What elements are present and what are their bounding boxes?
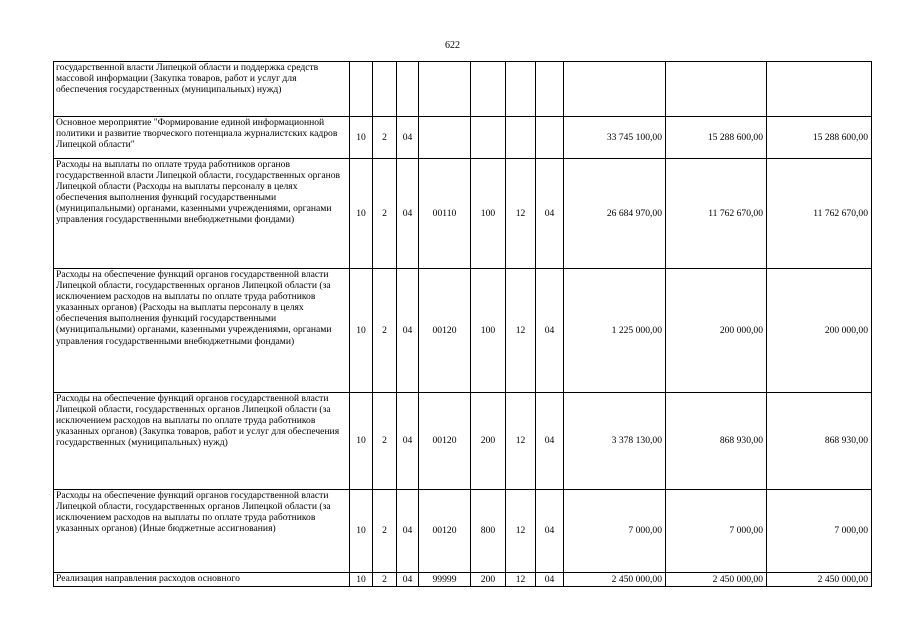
amount-2: 2 450 000,00 [666, 573, 767, 587]
row-description: Реализация направления расходов основного [54, 573, 350, 587]
amount-1: 3 378 130,00 [564, 393, 666, 490]
code-subprogram: 2 [373, 159, 397, 269]
amount-2: 15 288 600,00 [666, 117, 767, 159]
code-section: 10 [350, 269, 373, 393]
code-subsection: 04 [536, 490, 564, 573]
code-subsection [536, 117, 564, 159]
amount-2: 7 000,00 [666, 490, 767, 573]
code-subprogram: 2 [373, 490, 397, 573]
amount-3 [767, 62, 872, 117]
row-description: государственной власти Липецкой области и поддержка средств массовой информации (Закупка товаров, работ и услуг для обеспечения государственных (муниципальных) нужд) [54, 62, 350, 117]
code-section: 10 [350, 573, 373, 587]
amount-2: 868 930,00 [666, 393, 767, 490]
code-expense-type [471, 62, 506, 117]
code-expense-type: 200 [471, 393, 506, 490]
amount-1: 33 745 100,00 [564, 117, 666, 159]
code-section [350, 62, 373, 117]
code-subsection: 04 [536, 269, 564, 393]
code-section: 10 [350, 159, 373, 269]
code-chapter: 12 [506, 393, 536, 490]
amount-2: 200 000,00 [666, 269, 767, 393]
amount-1: 7 000,00 [564, 490, 666, 573]
code-direction: 00120 [419, 269, 471, 393]
table-row [54, 159, 872, 269]
code-expense-type: 800 [471, 490, 506, 573]
code-event: 04 [397, 117, 419, 159]
amount-3: 11 762 670,00 [767, 159, 872, 269]
code-subprogram [373, 62, 397, 117]
code-direction: 00120 [419, 490, 471, 573]
code-chapter [506, 62, 536, 117]
code-event: 04 [397, 159, 419, 269]
amount-1: 1 225 000,00 [564, 269, 666, 393]
amount-1 [564, 62, 666, 117]
amount-1: 26 684 970,00 [564, 159, 666, 269]
amount-3: 15 288 600,00 [767, 117, 872, 159]
code-event: 04 [397, 490, 419, 573]
code-direction: 00120 [419, 393, 471, 490]
table-row [54, 62, 872, 117]
row-description: Расходы на обеспечение функций органов государственной власти Липецкой области, государственных органов Липецкой области (за исключением расходов на выплаты по оплате труда работников указанных органов) (Закупка товаров, работ и услуг для обеспечения государственных (муниципальных) нужд) [54, 393, 350, 490]
code-expense-type [471, 117, 506, 159]
code-subprogram: 2 [373, 269, 397, 393]
code-direction [419, 117, 471, 159]
code-chapter [506, 117, 536, 159]
table-row [54, 573, 872, 587]
code-subprogram: 2 [373, 393, 397, 490]
amount-1: 2 450 000,00 [564, 573, 666, 587]
code-event: 04 [397, 393, 419, 490]
code-section: 10 [350, 117, 373, 159]
table-row [54, 117, 872, 159]
code-subsection: 04 [536, 393, 564, 490]
code-section: 10 [350, 490, 373, 573]
amount-3: 200 000,00 [767, 269, 872, 393]
code-direction: 99999 [419, 573, 471, 587]
amount-3: 868 930,00 [767, 393, 872, 490]
page-number: 622 [445, 40, 460, 51]
code-subprogram: 2 [373, 573, 397, 587]
amount-2 [666, 62, 767, 117]
code-subsection [536, 62, 564, 117]
amount-3: 2 450 000,00 [767, 573, 872, 587]
code-chapter: 12 [506, 573, 536, 587]
code-expense-type: 200 [471, 573, 506, 587]
row-description: Расходы на обеспечение функций органов государственной власти Липецкой области, государственных органов Липецкой области (за исключением расходов на выплаты по оплате труда работников указанных органов) (Иные бюджетные ассигнования) [54, 490, 350, 573]
code-event [397, 62, 419, 117]
row-description: Основное мероприятие "Формирование единой информационной политики и развитие творческого потенциала журналистских кадров Липецкой области" [54, 117, 350, 159]
code-direction [419, 62, 471, 117]
amount-2: 11 762 670,00 [666, 159, 767, 269]
code-subsection: 04 [536, 573, 564, 587]
code-chapter: 12 [506, 269, 536, 393]
code-expense-type: 100 [471, 269, 506, 393]
amount-3: 7 000,00 [767, 490, 872, 573]
code-subsection: 04 [536, 159, 564, 269]
table-row [54, 490, 872, 573]
row-description: Расходы на обеспечение функций органов государственной власти Липецкой области, государственных органов Липецкой области (за исключением расходов на выплаты по оплате труда работников указанных органов) (Расходы на выплаты персоналу в целях обеспечения выполнения функций государственными (муниципальными) органами, казенными учреждениями, органами управления государственными внебюджетными фондами) [54, 269, 350, 393]
code-section: 10 [350, 393, 373, 490]
table-row [54, 269, 872, 393]
code-event: 04 [397, 269, 419, 393]
table-row [54, 393, 872, 490]
code-chapter: 12 [506, 159, 536, 269]
code-event: 04 [397, 573, 419, 587]
code-direction: 00110 [419, 159, 471, 269]
code-subprogram: 2 [373, 117, 397, 159]
budget-table [53, 61, 872, 587]
code-expense-type: 100 [471, 159, 506, 269]
row-description: Расходы на выплаты по оплате труда работников органов государственной власти Липецкой области, государственных органов Липецкой области (Расходы на выплаты персоналу в целях обеспечения выполнения функций государственными (муниципальными) органами, казенными учреждениями, органами управления государственными внебюджетными фондами) [54, 159, 350, 269]
code-chapter: 12 [506, 490, 536, 573]
